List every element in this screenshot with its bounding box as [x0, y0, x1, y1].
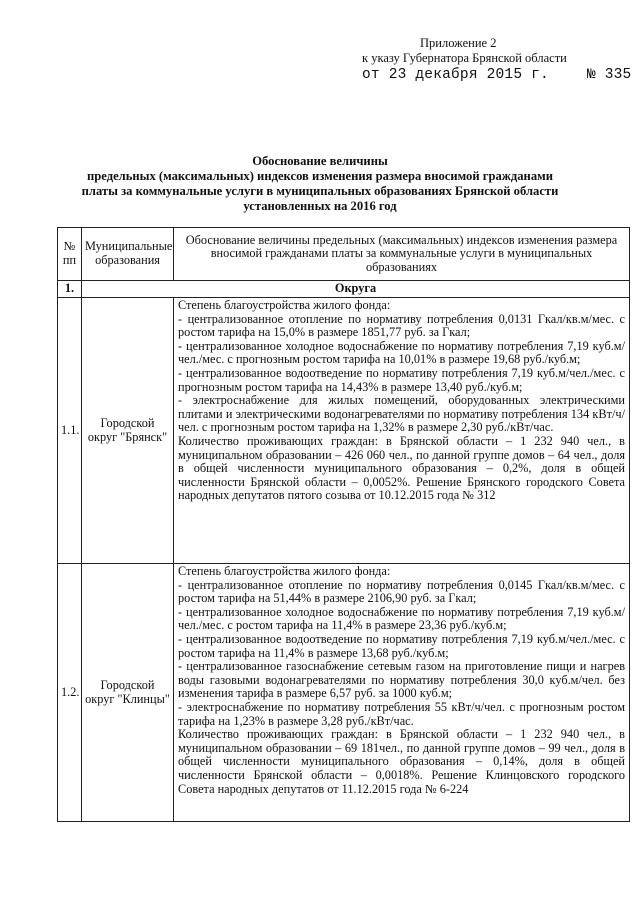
- section-row: [58, 281, 630, 298]
- title-line-3: платы за коммунальные услуги в муниципальных образованиях Брянской области: [81, 184, 559, 198]
- row-num: 1.2.: [58, 564, 82, 822]
- paragraph: - электроснабжение по нормативу потребления 55 кВт/ч/чел. с прогнозным ростом тарифа на 1,23% в размере 3,28 руб./кВт/час.: [178, 699, 625, 728]
- paragraph: - централизованное холодное водоснабжение по нормативу потребления 7,19 куб.м/чел./мес. с ростом тарифа на 11,4% в размере 23,36 руб./куб.м;: [178, 604, 625, 633]
- appendix-decree: к указу Губернатора Брянской области: [362, 51, 567, 65]
- paragraph: - централизованное холодное водоснабжение по нормативу потребления 7,19 куб.м/чел./мес. с прогнозным ростом тарифа на 10,01% в размере 19,68 руб./куб.м;: [178, 338, 625, 367]
- indices-table: [57, 227, 630, 822]
- header-municipality: Муниципальные образования: [82, 228, 174, 281]
- header-justification: Обоснование величины предельных (максимальных) индексов изменения размера вносимой гражданами платы за коммунальные услуги в муниципальных образованиях: [174, 228, 630, 281]
- paragraph: - централизованное отопление по нормативу потребления 0,0131 Гкал/кв.м/мес. с ростом тарифа на 15,0% в размере 1851,77 руб. за Гкал;: [178, 311, 625, 340]
- paragraph: Количество проживающих граждан: в Брянской области – 1 232 940 чел., в муниципальном образовании – 69 181чел., по данной группе домов – 99 чел., доля в общей численности муниципального образования – 0,14%, доля в общей численности Брянской области – 0,0018%. Решение Клинцовского городского Совета народных депутатов от 11.12.2015 года № 6-224: [178, 727, 625, 796]
- header-num: № пп: [58, 228, 82, 281]
- paragraph: - централизованное отопление по нормативу потребления 0,0145 Гкал/кв.м/мес. с ростом тарифа на 51,44% в размере 2106,90 руб. за Гкал;: [178, 577, 625, 606]
- title-line-4: установленных на 2016 год: [243, 199, 397, 213]
- appendix-number: № 335: [586, 67, 632, 83]
- row-justification: [174, 298, 630, 564]
- title-line-2: предельных (максимальных) индексов изменения размера вносимой гражданами: [87, 169, 553, 183]
- section-label: Округа: [82, 281, 630, 298]
- paragraph: - централизованное газоснабжение сетевым газом на приготовление пищи и нагрев воды газовыми водонагревателями по нормативу потребления 30,0 куб.м/чел. без изменения тарифа в размере 6,57 руб. за 1000 куб.м;: [178, 659, 625, 701]
- row-municipality: Городской округ "Клинцы": [82, 564, 174, 822]
- table-header-row: [58, 228, 630, 281]
- appendix-label: Приложение 2: [420, 36, 497, 50]
- paragraph: - электроснабжение для жилых помещений, оборудованных электрическими плитами и электрическими водонагревателями по нормативу потребления 134 кВт/ч/чел. с прогнозным ростом тарифа на 1,32% в размере 2,30 руб./кВт/час.: [178, 393, 625, 435]
- title-line-1: Обоснование величины: [252, 154, 388, 168]
- paragraph: Степень благоустройства жилого фонда:: [178, 298, 391, 312]
- section-num: 1.: [58, 281, 82, 298]
- table-row: [58, 564, 630, 822]
- row-municipality: Городской округ "Брянск": [82, 298, 174, 564]
- row-justification: [174, 564, 630, 822]
- document-title: [80, 154, 560, 214]
- appendix-date-line: [362, 66, 632, 84]
- paragraph: - централизованное водоотведение по нормативу потребления 7,19 куб.м/чел./мес. с ростом тарифа на 11,4% в размере 13,68 руб./куб.м;: [178, 631, 625, 660]
- table-row: [58, 298, 630, 564]
- row-num: 1.1.: [58, 298, 82, 564]
- appendix-header: [362, 36, 632, 84]
- paragraph: Количество проживающих граждан: в Брянской области – 1 232 940 чел., в муниципальном образовании – 426 060 чел., по данной группе домов – 64 чел., доля в общей численности муниципального образования – 0,2%, доля в общей численности Брянской области – 0,0052%. Решение Брянского городского Совета народных депутатов пятого созыва от 10.12.2015 года № 312: [178, 433, 625, 503]
- paragraph: - централизованное водоотведение по нормативу потребления 7,19 куб.м/чел./мес. с прогнозным ростом тарифа на 14,43% в размере 13,40 руб./куб.м;: [178, 365, 625, 394]
- paragraph: Степень благоустройства жилого фонда:: [178, 564, 391, 578]
- appendix-date: от 23 декабря 2015 г.: [362, 67, 549, 83]
